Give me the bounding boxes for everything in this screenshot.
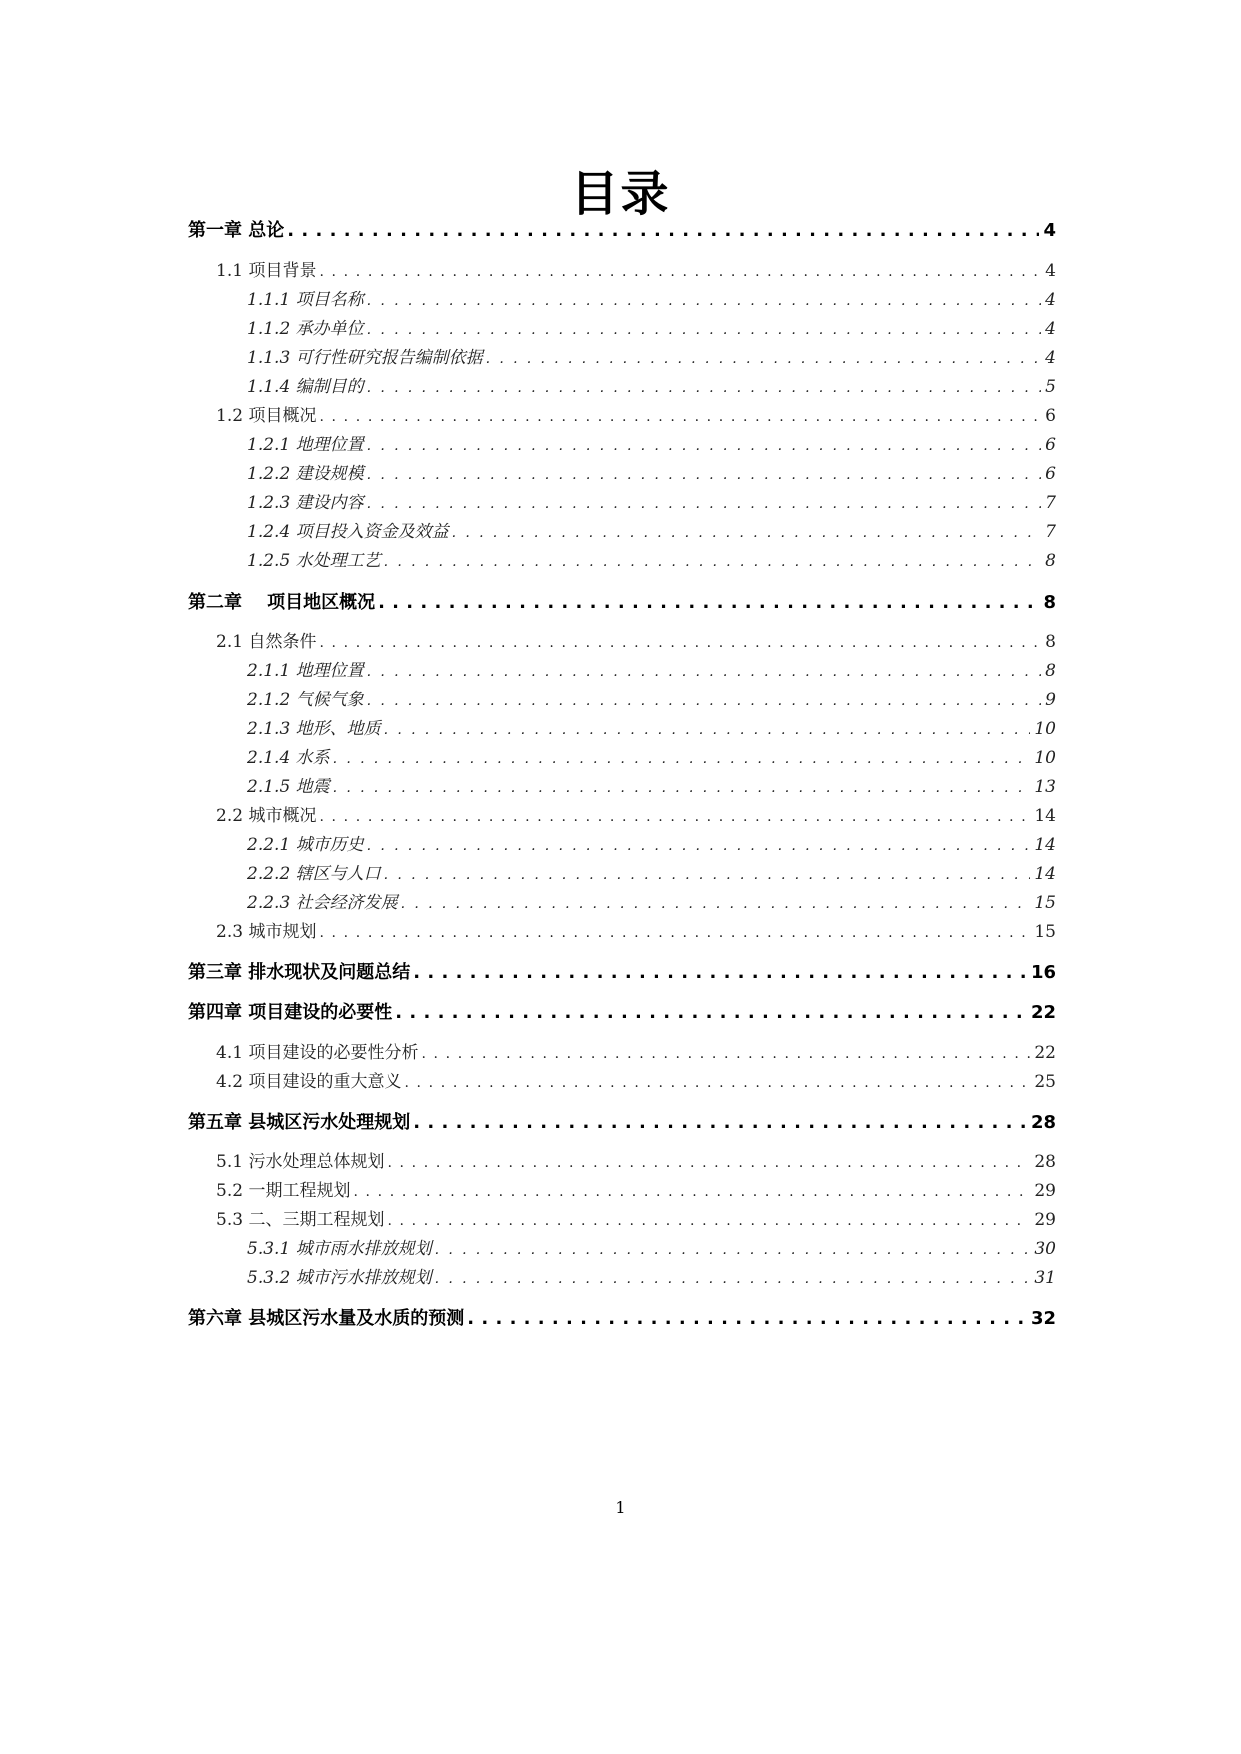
toc-leader-dots (353, 1180, 1030, 1204)
toc-subsection-2-1-4[interactable] (247, 746, 1056, 770)
toc-entry-text: 1.2.1 地理位置 (247, 435, 364, 455)
toc-entry-page: 4 (1045, 319, 1056, 339)
toc-entry-text: 1.1.1 项目名称 (247, 290, 364, 310)
toc-entry-page: 14 (1034, 835, 1056, 855)
toc-section-5-3[interactable] (216, 1208, 1056, 1232)
toc-subsection-5-3-2[interactable] (247, 1266, 1056, 1290)
toc-chapter-6[interactable] (188, 1306, 1056, 1332)
toc-leader-dots (435, 1238, 1031, 1262)
toc-entry-page: 28 (1030, 1112, 1056, 1133)
toc-leader-dots (367, 318, 1042, 342)
toc-leader-dots (467, 1306, 1027, 1332)
toc-entry-text: 2.1.1 地理位置 (247, 661, 364, 681)
toc-entry-page: 31 (1034, 1268, 1056, 1288)
toc-entry-page: 5 (1045, 377, 1056, 397)
toc-entry-page: 4 (1045, 348, 1056, 368)
toc-leader-dots (333, 747, 1031, 771)
toc-entry-text: 5.1 污水处理总体规划 (216, 1152, 385, 1172)
toc-section-2-3[interactable] (216, 920, 1056, 944)
toc-leader-dots (378, 590, 1039, 616)
toc-leader-dots (387, 1151, 1030, 1175)
toc-entry-text: 2.1.4 水系 (247, 748, 330, 768)
toc-entry-text: 第六章 县城区污水量及水质的预测 (188, 1308, 465, 1329)
toc-entry-text: 1.2.4 项目投入资金及效益 (247, 522, 449, 542)
toc-entry-text: 2.2 城市概况 (216, 806, 317, 826)
toc-entry-text: 4.1 项目建设的必要性分析 (216, 1043, 419, 1063)
toc-leader-dots (384, 718, 1031, 742)
toc-entry-page: 6 (1045, 464, 1056, 484)
toc-entry-page: 15 (1034, 922, 1056, 942)
toc-entry-page: 14 (1034, 806, 1056, 826)
toc-entry-text: 第二章 项目地区概况 (188, 592, 376, 613)
toc-entry-text: 1.1.2 承办单位 (247, 319, 364, 339)
toc-subsection-2-1-2[interactable] (247, 688, 1056, 712)
toc-entry-text: 第一章 总论 (188, 220, 285, 241)
toc-leader-dots (287, 218, 1039, 244)
toc-entry-text: 4.2 项目建设的重大意义 (216, 1072, 402, 1092)
toc-leader-dots (413, 960, 1027, 986)
toc-entry-text: 5.3.2 城市污水排放规划 (247, 1268, 432, 1288)
toc-subsection-2-2-2[interactable] (247, 862, 1056, 886)
toc-entry-text: 1.2 项目概况 (216, 406, 317, 426)
toc-subsection-1-2-4[interactable] (247, 520, 1056, 544)
toc-entry-text: 2.1.2 气候气象 (247, 690, 364, 710)
toc-section-2-1[interactable] (216, 630, 1056, 654)
toc-subsection-2-1-5[interactable] (247, 775, 1056, 799)
toc-chapter-5[interactable] (188, 1110, 1056, 1136)
toc-entry-page: 7 (1045, 522, 1056, 542)
toc-entry-page: 6 (1045, 406, 1056, 426)
toc-entry-page: 10 (1034, 719, 1056, 739)
toc-leader-dots (367, 660, 1042, 684)
toc-leader-dots (486, 347, 1042, 371)
toc-entry-text: 2.1.5 地震 (247, 777, 330, 797)
toc-entry-page: 4 (1045, 261, 1056, 281)
toc-leader-dots (404, 1071, 1030, 1095)
toc-entry-text: 1.2.3 建设内容 (247, 493, 364, 513)
toc-entry-page: 8 (1045, 661, 1056, 681)
toc-entry-text: 第四章 项目建设的必要性 (188, 1002, 393, 1023)
toc-entry-page: 22 (1030, 1002, 1056, 1023)
toc-leader-dots (384, 550, 1042, 574)
toc-subsection-1-1-1[interactable] (247, 288, 1056, 312)
toc-subsection-2-1-3[interactable] (247, 717, 1056, 741)
toc-leader-dots (319, 405, 1041, 429)
toc-entry-text: 1.2.5 水处理工艺 (247, 551, 381, 571)
toc-entry-page: 25 (1034, 1072, 1056, 1092)
toc-section-5-1[interactable] (216, 1150, 1056, 1174)
toc-entry-text: 5.3 二、三期工程规划 (216, 1210, 385, 1230)
toc-chapter-1[interactable] (188, 218, 1056, 244)
toc-section-1-1[interactable] (216, 259, 1056, 283)
toc-leader-dots (333, 776, 1031, 800)
toc-leader-dots (452, 521, 1042, 545)
toc-entry-text: 5.3.1 城市雨水排放规划 (247, 1239, 432, 1259)
toc-entry-page: 4 (1043, 220, 1056, 241)
toc-entry-text: 1.2.2 建设规模 (247, 464, 364, 484)
toc-subsection-1-2-1[interactable] (247, 433, 1056, 457)
toc-subsection-1-1-3[interactable] (247, 346, 1056, 370)
toc-leader-dots (319, 631, 1041, 655)
toc-entry-page: 6 (1045, 435, 1056, 455)
toc-subsection-1-2-5[interactable] (247, 549, 1056, 573)
toc-entry-page: 15 (1034, 893, 1056, 913)
toc-leader-dots (367, 834, 1031, 858)
toc-leader-dots (421, 1042, 1030, 1066)
toc-entry-text: 2.2.3 社会经济发展 (247, 893, 398, 913)
toc-entry-text: 2.2.2 辖区与人口 (247, 864, 381, 884)
toc-leader-dots (367, 434, 1042, 458)
toc-entry-text: 1.1.3 可行性研究报告编制依据 (247, 348, 483, 368)
page-number: 1 (615, 1498, 626, 1517)
toc-entry-text: 2.3 城市规划 (216, 922, 317, 942)
toc-entry-page: 8 (1043, 592, 1056, 613)
toc-entry-page: 8 (1045, 551, 1056, 571)
toc-entry-text: 2.1.3 地形、地质 (247, 719, 381, 739)
toc-leader-dots (387, 1209, 1030, 1233)
toc-leader-dots (401, 892, 1031, 916)
toc-subsection-2-2-3[interactable] (247, 891, 1056, 915)
toc-chapter-2[interactable] (188, 590, 1056, 616)
toc-entry-text: 5.2 一期工程规划 (216, 1181, 351, 1201)
toc-subsection-2-1-1[interactable] (247, 659, 1056, 683)
toc-subsection-5-3-1[interactable] (247, 1237, 1056, 1261)
toc-leader-dots (435, 1267, 1031, 1291)
toc-leader-dots (367, 492, 1042, 516)
toc-entry-text: 第五章 县城区污水处理规划 (188, 1112, 411, 1133)
toc-entry-text: 2.1 自然条件 (216, 632, 317, 652)
toc-entry-page: 8 (1045, 632, 1056, 652)
toc-leader-dots (319, 260, 1041, 284)
toc-entry-page: 29 (1034, 1181, 1056, 1201)
toc-entry-page: 16 (1030, 962, 1056, 983)
toc-leader-dots (319, 921, 1030, 945)
toc-subsection-1-1-4[interactable] (247, 375, 1056, 399)
toc-entry-page: 22 (1034, 1043, 1056, 1063)
toc-subsection-1-2-2[interactable] (247, 462, 1056, 486)
toc-section-2-2[interactable] (216, 804, 1056, 828)
toc-entry-page: 9 (1045, 690, 1056, 710)
toc-leader-dots (413, 1110, 1027, 1136)
toc-entry-text: 第三章 排水现状及问题总结 (188, 962, 411, 983)
toc-subsection-1-1-2[interactable] (247, 317, 1056, 341)
toc-entry-page: 14 (1034, 864, 1056, 884)
toc-entry-text: 1.1.4 编制目的 (247, 377, 364, 397)
toc-chapter-4[interactable] (188, 1000, 1056, 1026)
toc-entry-page: 13 (1034, 777, 1056, 797)
toc-section-5-2[interactable] (216, 1179, 1056, 1203)
toc-entry-page: 4 (1045, 290, 1056, 310)
toc-leader-dots (367, 376, 1042, 400)
toc-subsection-1-2-3[interactable] (247, 491, 1056, 515)
toc-section-4-2[interactable] (216, 1070, 1056, 1094)
toc-entry-page: 29 (1034, 1210, 1056, 1230)
toc-entry-page: 32 (1030, 1308, 1056, 1329)
toc-entry-page: 7 (1045, 493, 1056, 513)
toc-leader-dots (367, 463, 1042, 487)
toc-entry-text: 1.1 项目背景 (216, 261, 317, 281)
toc-leader-dots (319, 805, 1030, 829)
toc-leader-dots (384, 863, 1031, 887)
toc-section-4-1[interactable] (216, 1041, 1056, 1065)
toc-entry-text: 2.2.1 城市历史 (247, 835, 364, 855)
toc-leader-dots (367, 289, 1042, 313)
toc-section-1-2[interactable] (216, 404, 1056, 428)
toc-leader-dots (395, 1000, 1027, 1026)
toc-entry-page: 10 (1034, 748, 1056, 768)
toc-chapter-3[interactable] (188, 960, 1056, 986)
toc-leader-dots (367, 689, 1042, 713)
toc-subsection-2-2-1[interactable] (247, 833, 1056, 857)
toc-entry-page: 30 (1034, 1239, 1056, 1259)
toc-title: 目录 (570, 166, 671, 222)
toc-entry-page: 28 (1034, 1152, 1056, 1172)
